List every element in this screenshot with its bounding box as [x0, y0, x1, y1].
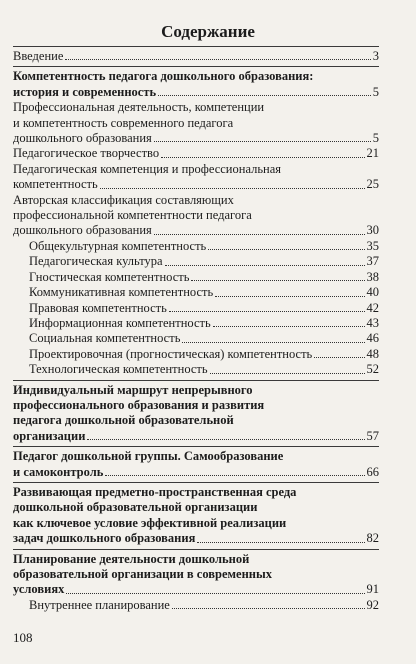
toc-entry[interactable]	[13, 49, 379, 64]
toc-page-number: 46	[366, 331, 379, 346]
toc-entry-line: дошкольной образовательной организации	[13, 500, 258, 515]
toc-entry-title: Введение	[13, 49, 64, 63]
dot-leader	[314, 357, 364, 358]
toc-entry-last-line	[29, 331, 379, 346]
dot-leader	[154, 234, 365, 235]
toc-page-number: 35	[366, 238, 379, 253]
toc-entry-last-line	[13, 177, 379, 192]
toc-entry[interactable]	[13, 362, 379, 377]
toc-entry-line: Компетентность педагога дошкольного образования:	[13, 69, 314, 84]
dot-leader	[165, 265, 365, 266]
toc-entry-title: организации	[13, 428, 86, 443]
toc-entry[interactable]	[13, 552, 379, 598]
toc-entry[interactable]	[13, 347, 379, 362]
dot-leader	[158, 95, 371, 96]
toc-section-5	[13, 483, 379, 550]
toc-entry-line: профессиональной компетентности педагога	[13, 208, 252, 223]
toc-entry-title: Социальная компетентность	[29, 331, 181, 346]
toc-page-number: 5	[372, 84, 379, 99]
toc-page-number: 25	[366, 177, 379, 192]
toc-entry-last-line	[29, 301, 379, 316]
toc-entry-line: Педагогическая компетенция и профессиональная	[13, 161, 282, 176]
toc-entry-last-line	[29, 347, 379, 362]
toc-entry[interactable]	[13, 598, 379, 613]
toc-entry[interactable]	[13, 270, 379, 285]
toc-page-number: 91	[366, 582, 379, 597]
toc-entry[interactable]	[13, 383, 379, 445]
toc-page-number: 5	[372, 131, 379, 146]
dot-leader	[154, 141, 371, 142]
dot-leader	[105, 475, 364, 476]
toc-entry-line: образовательной организации в современных	[13, 567, 272, 581]
toc-entry-title: Проектировочная (прогностическая) компетентность	[29, 346, 313, 361]
toc-entry-title: Информационная компетентность	[29, 315, 211, 330]
toc-page-number: 40	[366, 285, 379, 300]
toc-entry-title: Педагогическое творчество	[13, 146, 160, 161]
dot-leader	[213, 326, 365, 327]
toc-entry[interactable]	[13, 69, 379, 100]
toc-page-number: 21	[366, 146, 379, 161]
toc-entry[interactable]	[13, 193, 379, 239]
toc-page-number: 37	[366, 254, 379, 269]
toc-page-number: 82	[366, 531, 379, 546]
toc-entry[interactable]	[13, 162, 379, 193]
toc-entry-line: Индивидуальный маршрут непрерывного	[13, 382, 253, 397]
dot-leader	[208, 249, 364, 250]
toc-entry-line: Планирование деятельности дошкольной	[13, 551, 250, 566]
dot-leader	[87, 439, 364, 440]
toc-section-3	[13, 381, 379, 448]
dot-leader	[172, 608, 365, 609]
toc-entry[interactable]	[13, 254, 379, 269]
dot-leader	[182, 342, 364, 343]
dot-leader	[65, 59, 370, 60]
toc-page-number: 30	[366, 223, 379, 238]
toc-entry[interactable]	[13, 316, 379, 331]
toc-entry-last-line	[13, 146, 379, 161]
toc-page-number: 38	[366, 269, 379, 284]
toc-page-number: 57	[366, 428, 379, 443]
page-number: 108	[13, 630, 33, 645]
toc-entry-line: педагога дошкольной образовательной	[13, 413, 234, 428]
toc-entry[interactable]	[13, 146, 379, 161]
toc-entry[interactable]	[13, 331, 379, 346]
toc-page-number: 92	[366, 597, 379, 612]
toc-entry-line: Педагог дошкольной группы. Самообразование	[13, 449, 284, 464]
toc-entry-title: Внутреннее планирование	[29, 597, 170, 612]
toc-entry-title: Технологическая компетентность	[29, 362, 208, 377]
dot-leader	[215, 296, 364, 297]
toc-entry-title: Педагогическая культура	[29, 254, 163, 269]
toc-entry-title: и самоконтроль	[13, 464, 104, 479]
toc-entry[interactable]	[13, 100, 379, 146]
page-title: Содержание	[161, 22, 255, 41]
toc-page-number: 3	[372, 49, 379, 63]
toc-page-number: 66	[366, 464, 379, 479]
toc-entry-last-line	[29, 239, 379, 254]
toc-entry-last-line	[29, 362, 379, 377]
toc-page-number: 42	[366, 300, 379, 315]
toc-entry-title: Коммуникативная компетентность	[29, 285, 214, 300]
toc-page-number: 52	[366, 362, 379, 377]
toc-entry-title: компетентность	[13, 177, 98, 192]
toc-entry-title: Гностическая компетентность	[29, 269, 190, 284]
toc-entry-line: профессионального образования и развития	[13, 397, 265, 412]
toc-page-number: 48	[366, 346, 379, 361]
dot-leader	[161, 157, 364, 158]
toc-entry-last-line	[29, 598, 379, 613]
toc-entry-title: Правовая компетентность	[29, 300, 167, 315]
toc-entry[interactable]	[13, 301, 379, 316]
table-of-contents	[13, 46, 379, 615]
dot-leader	[66, 593, 364, 594]
toc-entry[interactable]	[13, 485, 379, 547]
toc-entry-title: дошкольного образования	[13, 223, 152, 238]
toc-entry-line: как ключевое условие эффективной реализации	[13, 515, 287, 530]
toc-entry[interactable]	[13, 239, 379, 254]
toc-entry-last-line	[13, 85, 379, 100]
toc-entry-line: Авторская классификация составляющих	[13, 192, 234, 207]
toc-entry-last-line	[13, 582, 379, 597]
toc-entry-last-line	[13, 429, 379, 444]
toc-section-2	[13, 67, 379, 380]
toc-entry-line: Развивающая предметно-пространственная среда	[13, 484, 297, 499]
toc-entry-title: условиях	[13, 582, 65, 597]
toc-page-number: 43	[366, 315, 379, 330]
toc-entry[interactable]	[13, 285, 379, 300]
toc-entry-last-line	[29, 285, 379, 300]
toc-entry-last-line	[29, 316, 379, 331]
toc-entry-last-line	[13, 465, 379, 480]
dot-leader	[169, 311, 365, 312]
toc-entry-line: Профессиональная деятельность, компетенции	[13, 100, 265, 115]
toc-entry-title: история и современность	[13, 84, 157, 99]
toc-entry-last-line	[29, 254, 379, 269]
toc-section-6	[13, 550, 379, 616]
toc-entry-line: и компетентность современного педагога	[13, 115, 234, 130]
toc-entry[interactable]	[13, 449, 379, 480]
toc-entry-title: дошкольного образования	[13, 131, 152, 146]
dot-leader	[191, 280, 364, 281]
toc-entry-last-line	[13, 131, 379, 146]
toc-entry-last-line	[29, 270, 379, 285]
dot-leader	[197, 542, 364, 543]
toc-entry-title: задач дошкольного образования	[13, 531, 196, 546]
toc-entry-last-line	[13, 531, 379, 546]
toc-section-1	[13, 47, 379, 67]
toc-entry-title: Общекультурная компетентность	[29, 238, 207, 253]
dot-leader	[100, 188, 365, 189]
toc-entry-last-line	[13, 223, 379, 238]
toc-entry-last-line	[13, 49, 379, 64]
dot-leader	[210, 373, 365, 374]
toc-section-4	[13, 447, 379, 483]
